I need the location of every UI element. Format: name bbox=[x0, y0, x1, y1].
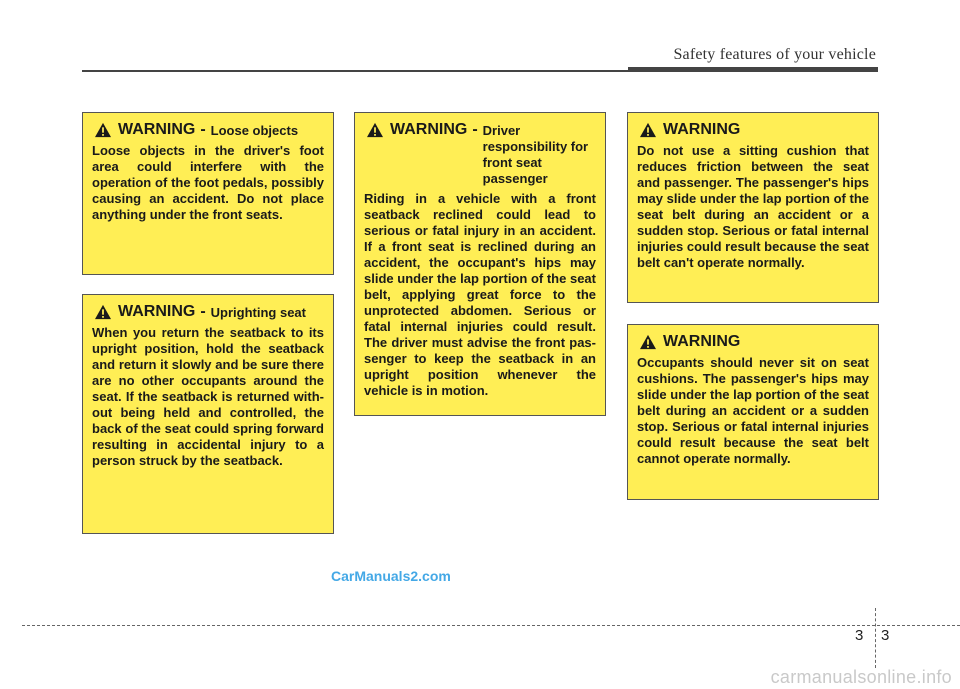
section-title: Safety features of your vehicle bbox=[673, 46, 876, 63]
warning-header bbox=[637, 333, 869, 351]
warning-heading: WARNING bbox=[118, 121, 196, 138]
warning-body: Riding in a vehicle with a front seatback reclined could lead to serious or fatal injury in an accident. If a front seat is reclined during an accident, the occupant's hips may slide under the lap portion of the seat belt, applying great force to the unprotected abdomen. Serious or fatal internal injuries could result. The driver must advise the front passenger to keep the seatback in an upright position whenever the vehicle is in motion. bbox=[364, 191, 596, 398]
warning-box-uprighting-seat bbox=[82, 294, 334, 534]
footer-divider bbox=[875, 608, 876, 668]
warning-subtitle: Loose objects bbox=[210, 123, 299, 138]
warning-header bbox=[92, 121, 324, 139]
warning-body: Loose objects in the driver's foot area could interfere with the operation of the foot pedals, possibly causing an accident. Do not place anything under the front seats. bbox=[92, 143, 324, 222]
warning-triangle-icon bbox=[366, 122, 384, 138]
warning-heading: WARNING bbox=[663, 333, 741, 350]
footer-rule bbox=[22, 625, 960, 626]
warning-header bbox=[364, 121, 596, 187]
warning-triangle-icon bbox=[639, 122, 657, 138]
warning-subtitle: Uprighting seat bbox=[210, 305, 306, 320]
section-number: 3 bbox=[855, 627, 864, 644]
warning-header bbox=[637, 121, 869, 139]
watermark-link[interactable]: CarManuals2.com bbox=[331, 568, 451, 584]
warning-dash: - bbox=[200, 303, 206, 320]
warning-heading: WARNING bbox=[390, 121, 468, 138]
warning-body: Do not use a sitting cushion that reduces friction between the seat and passenger. The passenger's hips may slide under the lap portion of the seat belt during an accident or a sudden stop. Serious or fatal internal injuries could result because the seat belt can't operate normally. bbox=[637, 143, 869, 270]
warning-dash: - bbox=[472, 121, 478, 138]
site-watermark: carmanualsonline.info bbox=[770, 667, 952, 687]
warning-triangle-icon bbox=[94, 304, 112, 320]
warning-box-sitting-cushion bbox=[627, 112, 879, 303]
warning-box-driver-responsibility bbox=[354, 112, 606, 416]
warning-dash: - bbox=[200, 121, 206, 138]
warning-triangle-icon bbox=[94, 122, 112, 138]
warning-subtitle: Driver responsibility for front seat passenger bbox=[482, 123, 589, 186]
page-number: 3 bbox=[881, 627, 890, 644]
warning-heading: WARNING bbox=[663, 121, 741, 138]
warning-heading: WARNING bbox=[118, 303, 196, 320]
warning-box-seat-cushions bbox=[627, 324, 879, 500]
warning-header bbox=[92, 303, 324, 321]
warning-box-loose-objects bbox=[82, 112, 334, 275]
warning-body: When you return the seatback to its upright position, hold the seatback and return it slowly and be sure there are no other occupants around the seat. If the seatback is returned without being held and controlled, the back of the seat could spring forward resulting in accidental injury to a person struck by the seatback. bbox=[92, 325, 324, 468]
header-rule-accent bbox=[628, 67, 878, 72]
warning-body: Occupants should never sit on seat cushions. The passenger's hips may slide under the lap portion of the seat belt during an accident or a sudden stop. Serious or fatal internal injuries could result because the seat belt cannot operate normally. bbox=[637, 355, 869, 466]
warning-triangle-icon bbox=[639, 334, 657, 350]
